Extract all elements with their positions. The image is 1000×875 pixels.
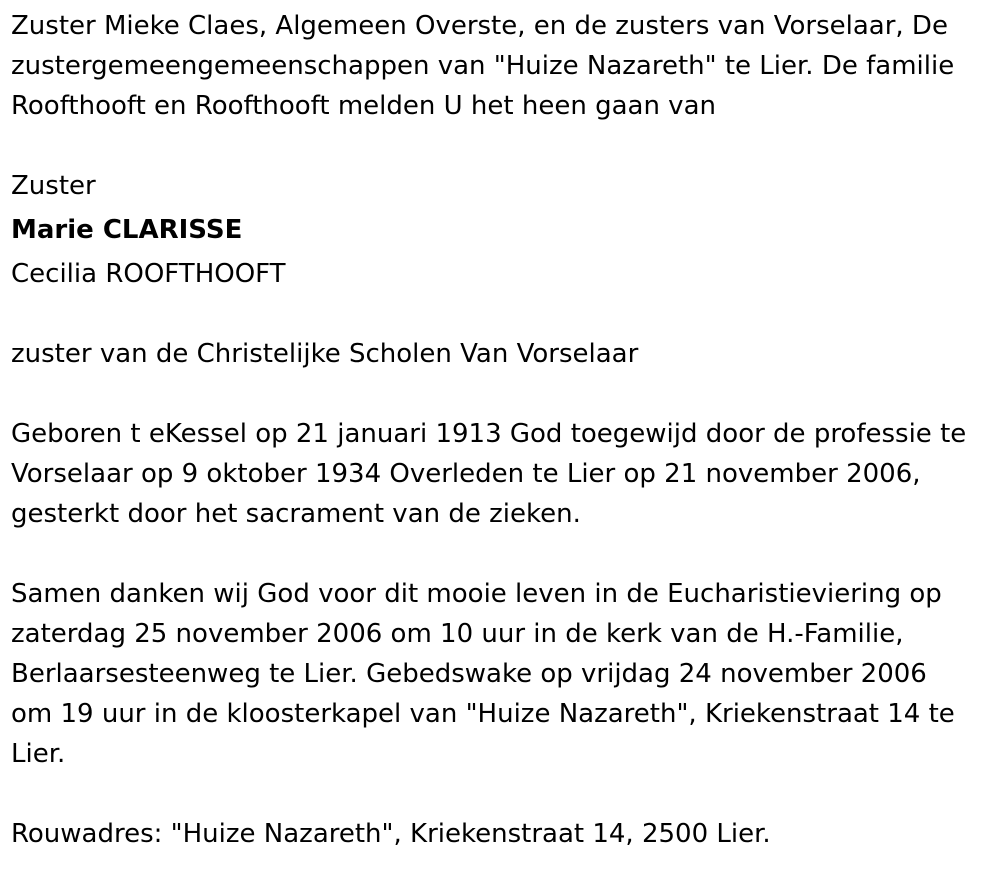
title-prefix: Zuster	[11, 171, 96, 201]
spacer	[11, 294, 1000, 334]
spacer	[11, 534, 1000, 574]
religious-name: Marie CLARISSE	[11, 215, 243, 245]
spacer	[11, 774, 1000, 814]
civil-name: Cecilia ROOFTHOOFT	[11, 259, 286, 289]
ceremony-paragraph: Samen danken wij God voor dit mooie leven in de Eucharistieviering op zaterdag 25 november 2006 om 10 uur in de kerk van de H.-Familie, Berlaarsesteenweg te Lier. Gebedswake op vrijdag 24 november 2006 om 19 uur in de kloosterkapel van "Huize Nazareth", Kriekenstraat 14 te Lier.	[11, 579, 955, 769]
life-dates-paragraph: Geboren t eKessel op 21 januari 1913 God toegewijd door de professie te Vorselaar op 9 oktober 1934 Overleden te Lier op 21 november 2006, gesterkt door het sacrament van de zieken.	[11, 419, 967, 529]
congregation-line: zuster van de Christelijke Scholen Van Vorselaar	[11, 339, 639, 369]
mourning-address: Rouwadres: "Huize Nazareth", Kriekenstraat 14, 2500 Lier.	[11, 819, 771, 849]
spacer	[11, 374, 1000, 414]
spacer	[11, 126, 1000, 166]
intro-paragraph: Zuster Mieke Claes, Algemeen Overste, en de zusters van Vorselaar, De zustergemeengemeenschappen van "Huize Nazareth" te Lier. De familie Roofthooft en Roofthooft melden U het heen gaan van	[11, 11, 955, 121]
